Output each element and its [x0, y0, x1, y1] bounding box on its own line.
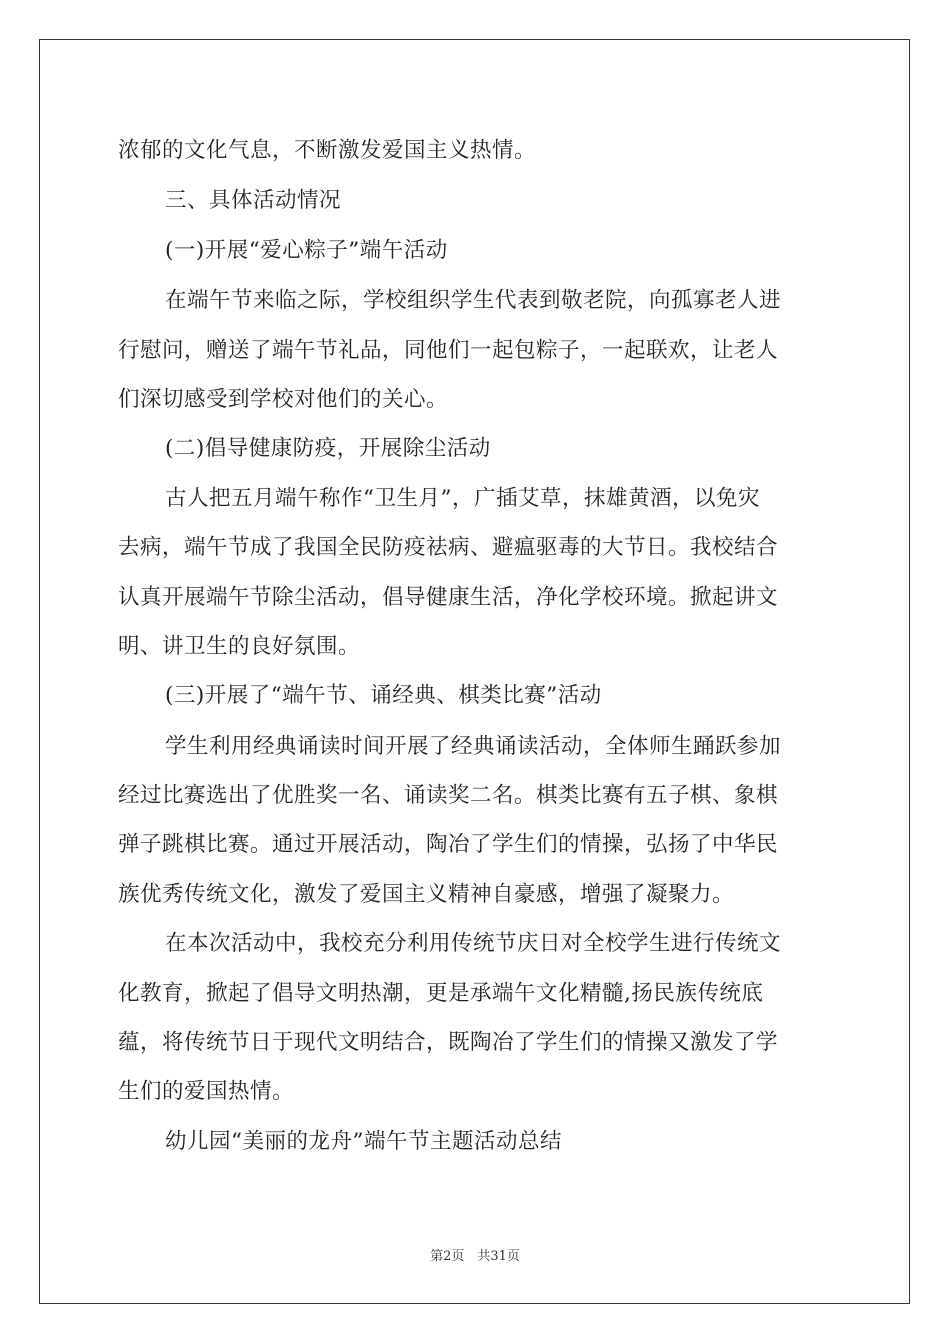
- paragraph-line: 学生利用经典诵读时间开展了经典诵读活动，全体师生踊跃参加: [165, 734, 782, 759]
- page-border: [39, 39, 910, 1304]
- page-number-footer: 第2页 共31页: [430, 1249, 520, 1264]
- paragraph-line: 生们的爱国热情。: [118, 1079, 295, 1104]
- paragraph-line: 经过比赛选出了优胜奖一名、诵读奖二名。棋类比赛有五子棋、象棋: [118, 783, 779, 808]
- paragraph-line: 蕴，将传统节日于现代文明结合，既陶冶了学生们的情操又激发了学: [118, 1030, 779, 1055]
- paragraph-line: 在本次活动中，我校充分利用传统节庆日对全校学生进行传统文: [165, 931, 782, 956]
- paragraph-line: 古人把五月端午称作“卫生月”，广插艾草，抹雄黄酒，以免灾: [165, 486, 760, 511]
- subsection-heading: (一)开展“爱心粽子”端午活动: [165, 238, 448, 263]
- paragraph-line: 行慰问，赠送了端午节礼品，同他们一起包粽子，一起联欢，让老人: [118, 338, 779, 363]
- paragraph-line: 化教育，掀起了倡导文明热潮，更是承端午文化精髓,扬民族传统底: [118, 981, 764, 1006]
- paragraph-line: 们深切感受到学校对他们的关心。: [118, 387, 449, 412]
- paragraph-line: 浓郁的文化气息，不断激发爱国主义热情。: [118, 138, 537, 163]
- paragraph-line: 在端午节来临之际，学校组织学生代表到敬老院，向孤寡老人进: [165, 288, 782, 313]
- paragraph-line: 族优秀传统文化，激发了爱国主义精神自豪感，增强了凝聚力。: [118, 882, 735, 907]
- document-title: 幼儿园“美丽的龙舟”端午节主题活动总结: [165, 1129, 562, 1154]
- section-heading: 三、具体活动情况: [165, 188, 342, 213]
- paragraph-line: 去病，端午节成了我国全民防疫祛病、避瘟驱毒的大节日。我校结合: [118, 535, 779, 560]
- paragraph-line: 认真开展端午节除尘活动，倡导健康生活，净化学校环境。掀起讲文: [118, 585, 779, 610]
- paragraph-line: 弹子跳棋比赛。通过开展活动，陶冶了学生们的情操，弘扬了中华民: [118, 832, 779, 857]
- paragraph-line: 明、讲卫生的良好氛围。: [118, 634, 361, 659]
- subsection-heading: (三)开展了“端午节、诵经典、棋类比赛”活动: [165, 683, 602, 708]
- subsection-heading: (二)倡导健康防疫，开展除尘活动: [165, 436, 491, 461]
